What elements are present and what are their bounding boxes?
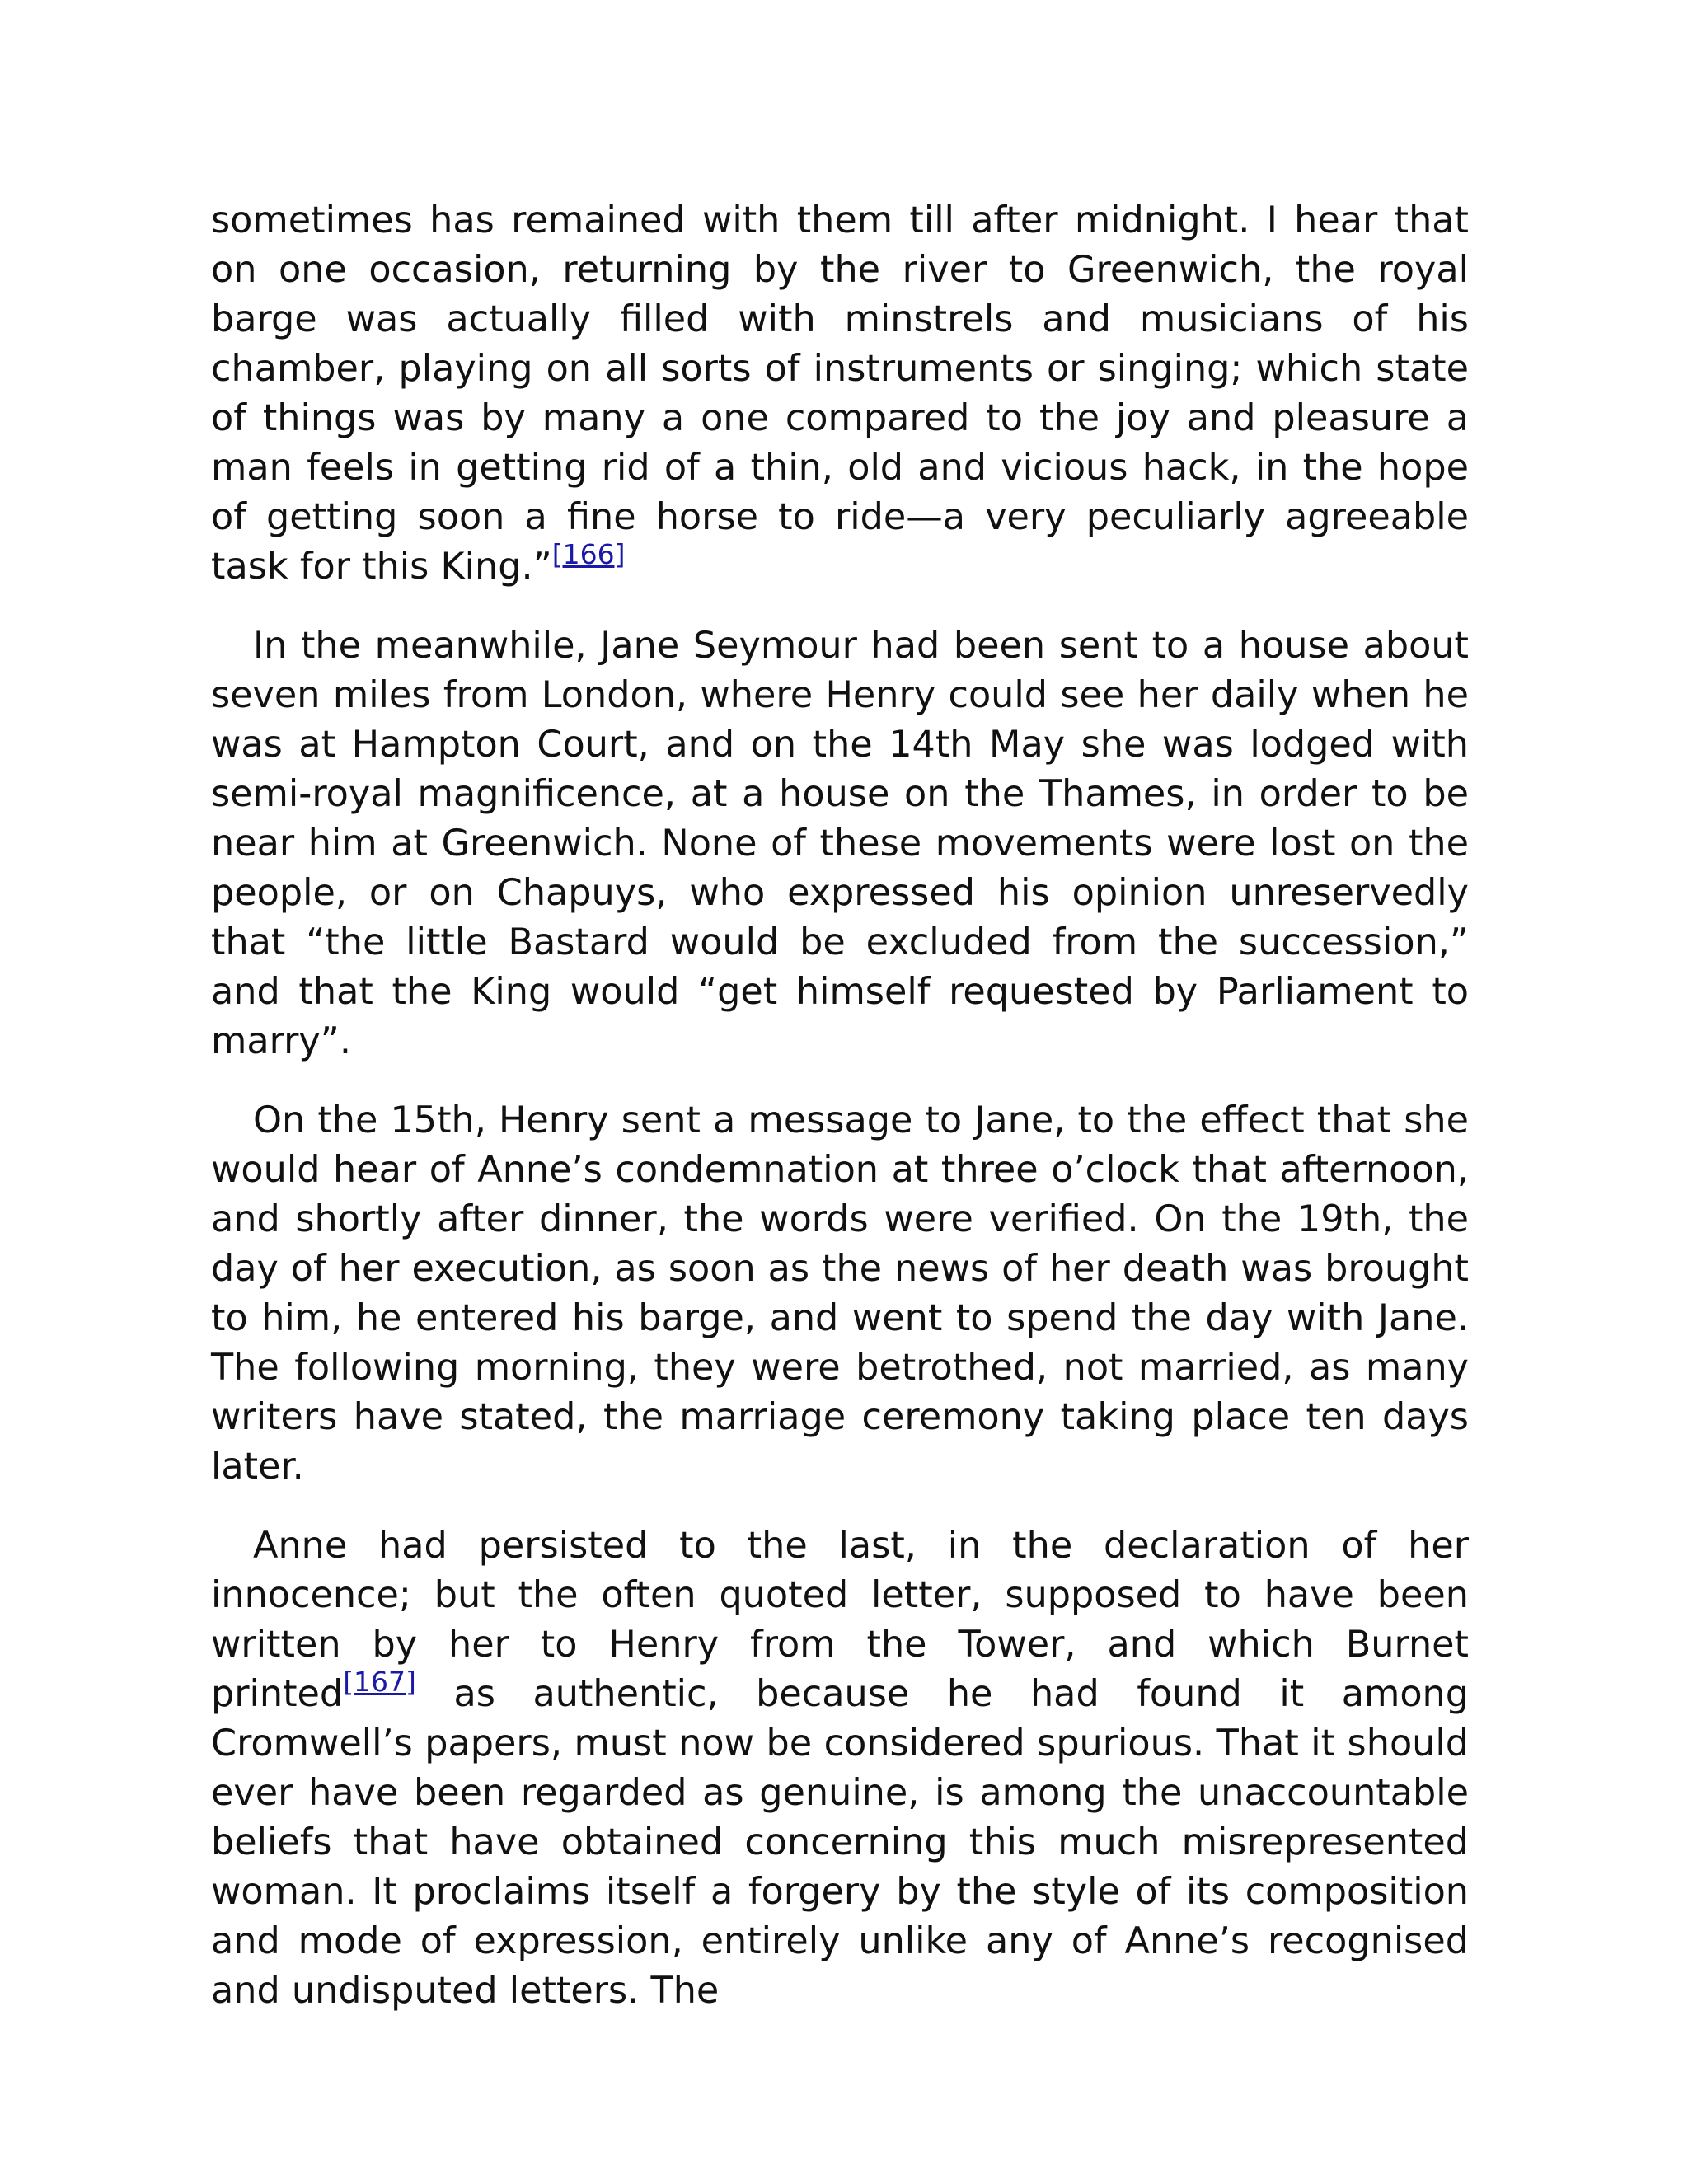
paragraph-3 [211, 1096, 1469, 1492]
footnote-link-166[interactable]: [166] [551, 538, 626, 570]
paragraph-4-text-before: Anne had persisted to the last, in the declaration of her innocence; but the often quoted letter, supposed to have been written by her to Henry from the Tower, and which Burnet printed [211, 1525, 1469, 1715]
paragraph-4 [211, 1521, 1469, 2016]
paragraph-1 [211, 196, 1469, 592]
footnote-link-167[interactable]: [167] [343, 1666, 416, 1698]
paragraph-2 [211, 621, 1469, 1066]
paragraph-1-text: sometimes has remained with them till after midnight. I hear that on one occasion, returning by the river to Greenwich, the royal barge was actually filled with minstrels and musicians of his chamber, playing on all sorts of instruments or singing; which state of things was by many a one compared to the joy and pleasure a man feels in getting rid of a thin, old and vicious hack, in the hope of getting soon a fine horse to ride—a very peculiarly agreeable task for this King.” [211, 199, 1469, 588]
paragraph-4-text-after: as authentic, because he had found it among Cromwell’s papers, must now be considered spurious. That it should ever have been regarded as genuine, is among the unaccountable beliefs that have obtained concerning this much misrepresented woman. It proclaims itself a forgery by the style of its composition and mode of expression, entirely unlike any of Anne’s recognised and undisputed letters. The [211, 1673, 1469, 2012]
page-body [211, 196, 1469, 2046]
paragraph-3-text: On the 15th, Henry sent a message to Jane, to the effect that she would hear of Anne’s condemnation at three o’clock that afternoon, and shortly after dinner, the words were verified. On the 19th, the day of her execution, as soon as the news of her death was brought to him, he entered his barge, and went to spend the day with Jane. The following morning, they were betrothed, not married, as many writers have stated, the marriage ceremony taking place ten days later. [211, 1099, 1469, 1488]
paragraph-2-text: In the meanwhile, Jane Seymour had been sent to a house about seven miles from London, where Henry could see her daily when he was at Hampton Court, and on the 14th May she was lodged with semi-royal magnificence, at a house on the Thames, in order to be near him at Greenwich. None of these movements were lost on the people, or on Chapuys, who expressed his opinion unreservedly that “the little Bastard would be excluded from the succession,” and that the King would “get himself requested by Parliament to marry”. [211, 625, 1469, 1062]
